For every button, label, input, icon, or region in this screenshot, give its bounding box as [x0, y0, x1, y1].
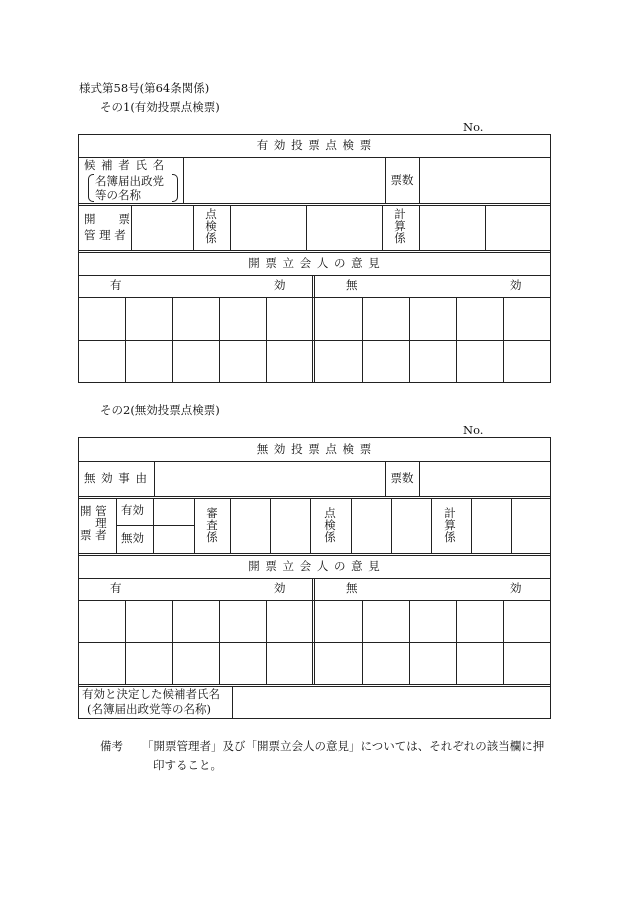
decided-candidate-label-1: 有効と決定した候補者氏名 — [82, 687, 220, 701]
part2-valid-label: 有効 — [121, 503, 144, 517]
manager-label-2: 管 理 者 — [84, 228, 126, 242]
part2-manager-label: 開 管 理 票 者 — [80, 504, 107, 543]
invalid-reason-label: 無 効 事 由 — [84, 471, 148, 485]
part2-vote-count-label: 票数 — [390, 471, 414, 485]
part2-calculator-label: 計 算 係 — [444, 506, 456, 545]
party-name-label-2: 等の名称 — [95, 188, 141, 202]
candidate-name-label: 候 補 者 氏 名 — [84, 158, 166, 172]
form-number: 様式第58号(第64条関係) — [79, 81, 210, 95]
part1-valid-b: 効 — [274, 278, 286, 292]
remarks-line-1: 「開票管理者」及び「開票立会人の意見」については、それぞれの該当欄に押 — [142, 739, 545, 753]
part1-calculator-label: 計 算 係 — [394, 207, 406, 246]
decided-candidate-label-2: (名簿届出政党等の名称) — [87, 702, 211, 716]
part2-title: 無 効 投 票 点 検 票 — [256, 442, 373, 456]
part2-valid-a: 有 — [110, 581, 122, 595]
part1-invalid-b: 効 — [510, 278, 522, 292]
part2-examiner-label: 審 査 係 — [206, 506, 218, 545]
part2-label: その2(無効投票点検票) — [100, 403, 220, 417]
part1-title: 有 効 投 票 点 検 票 — [256, 138, 373, 152]
part2-opinion-title: 開 票 立 会 人 の 意 見 — [248, 559, 381, 573]
remarks-label: 備考 — [100, 739, 123, 753]
part1-valid-a: 有 — [110, 278, 122, 292]
part1-vote-count-label: 票数 — [390, 173, 414, 187]
part2-invalid-b: 効 — [510, 581, 522, 595]
part2-no-label: No. — [463, 423, 484, 437]
part1-checker-label: 点 検 係 — [205, 207, 217, 246]
party-name-label-1: 名簿届出政党 — [95, 174, 164, 188]
remarks-line-2: 印すること。 — [153, 758, 222, 772]
part2-invalid-a: 無 — [346, 581, 358, 595]
part1-no-label: No. — [463, 120, 484, 134]
part1-label: その1(有効投票点検票) — [100, 100, 220, 114]
part2-valid-b: 効 — [274, 581, 286, 595]
manager-label-1: 開 票 — [84, 212, 130, 226]
part2-checker-label: 点 検 係 — [324, 506, 336, 545]
part1-opinion-title: 開 票 立 会 人 の 意 見 — [248, 256, 381, 270]
part2-invalid-label: 無効 — [121, 531, 144, 545]
part1-invalid-a: 無 — [346, 278, 358, 292]
